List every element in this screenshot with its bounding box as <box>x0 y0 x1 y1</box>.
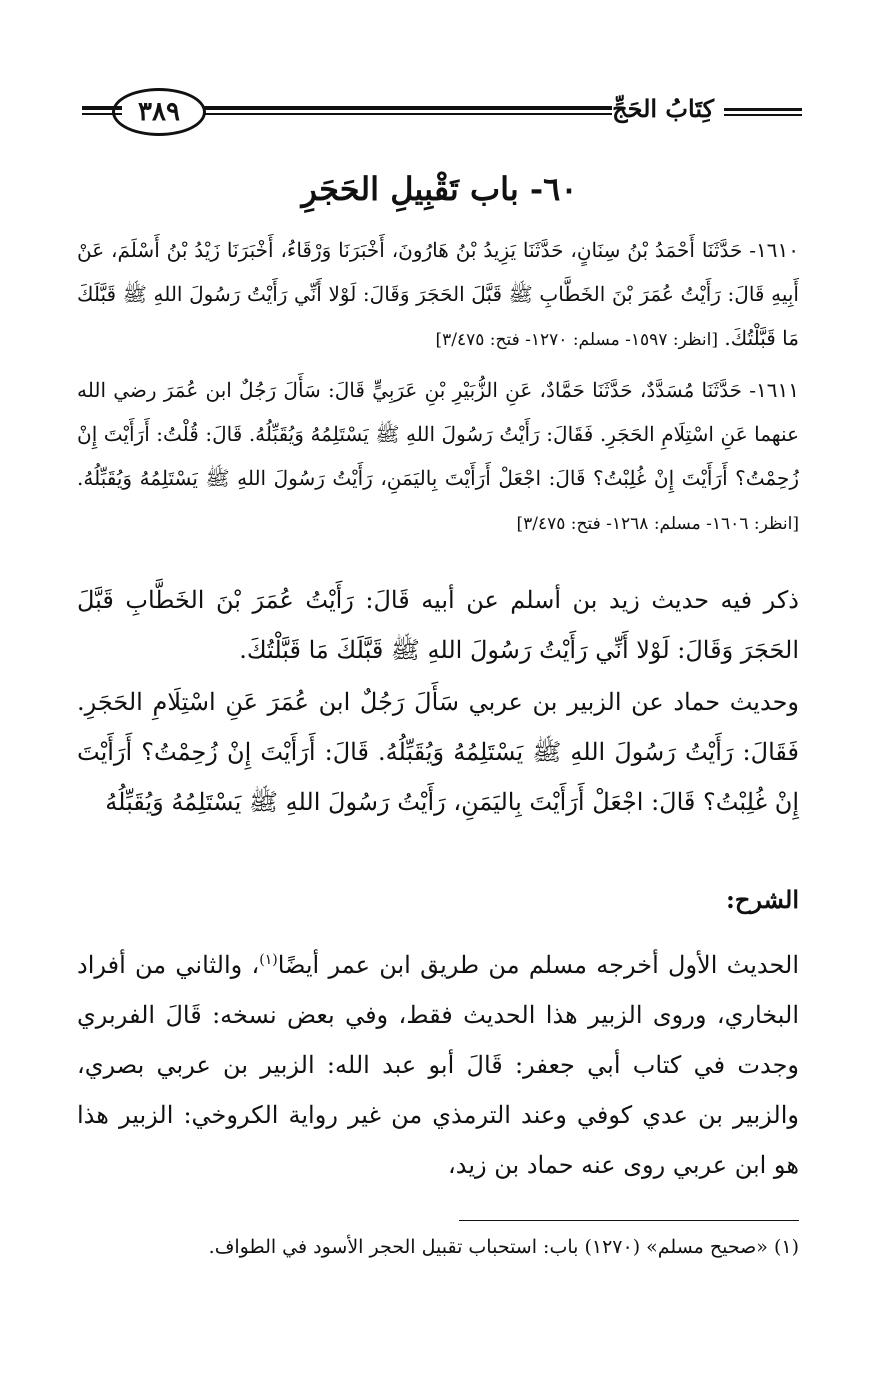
hadith-1611-reference: [انظر: ١٦٠٦- مسلم: ١٢٦٨- فتح: ٣/٤٧٥] <box>516 514 799 534</box>
header-rule-right <box>724 108 802 116</box>
page-header <box>82 88 802 134</box>
chapter-heading: ٦٠- باب تَقْبِيلِ الحَجَرِ <box>301 170 578 208</box>
footnote-marker[interactable]: (١) <box>259 952 278 968</box>
hadith-1610-text: ١٦١٠- حَدَّثَنَا أَحْمَدُ بْنُ سِنَانٍ، حَدَّثَنَا يَزِيدُ بْنُ هَارُونَ، أَخْبَرَنَا وَرْقَاءُ، أَخْبَرَنَا زَيْدُ بْنُ أَسْلَمَ، عَنْ أَبِيهِ قَالَ: رَأَيْتُ عُمَرَ بْنَ الخَطَّابِ ﷺ قَبَّلَ الحَجَرَ وَقَالَ: لَوْلا أَنِّي رَأَيْتُ رَسُولَ اللهِ ﷺ قَبَّلَكَ مَا قَبَّلْتُكَ. <box>77 238 800 350</box>
hadith-1610-reference: [انظر: ١٥٩٧- مسلم: ١٢٧٠- فتح: ٣/٤٧٥] <box>435 330 718 350</box>
footnote-separator <box>459 1220 799 1221</box>
hadith-1611-text: ١٦١١- حَدَّثَنَا مُسَدَّدٌ، حَدَّثَنَا حَمَّادٌ، عَنِ الزُّبَيْرِ بْنِ عَرَبِيٍّ قَالَ: سَأَلَ رَجُلٌ ابن عُمَرَ رضي الله عنهما عَنِ اسْتِلَامِ الحَجَرِ. فَقَالَ: رَأَيْتُ رَسُولَ اللهِ ﷺ يَسْتَلِمُهُ وَيُقَبِّلُهُ. قَالَ: قُلْتُ: أَرَأَيْتَ إِنْ زُحِمْتُ؟ أَرَأَيْتَ إِنْ غُلِبْتُ؟ قَالَ: اجْعَلْ أَرَأَيْتَ بِاليَمَنِ، رَأَيْتُ رَسُولَ اللهِ ﷺ يَسْتَلِمُهُ وَيُقَبِّلُهُ. <box>77 378 799 490</box>
commentary-paragraph-2: وحديث حماد عن الزبير بن عربي سَأَلَ رَجُلٌ ابن عُمَرَ عَنِ اسْتِلَامِ الحَجَرِ. فَقَالَ: رَأَيْتُ رَسُولَ اللهِ ﷺ يَسْتَلِمُهُ وَيُقَبِّلُهُ. قَالَ: أَرَأَيْتَ إِنْ زُحِمْتُ؟ أَرَأَيْتَ إِنْ غُلِبْتُ؟ قَالَ: اجْعَلْ أَرَأَيْتَ بِاليَمَنِ، رَأَيْتُ رَسُولَ اللهِ ﷺ يَسْتَلِمُهُ وَيُقَبِّلُهُ <box>77 688 799 816</box>
commentary-paragraph-3 <box>77 935 799 1190</box>
header-rule-middle <box>202 106 612 115</box>
page-number: ٣٨٩ <box>112 88 206 136</box>
commentary-paragraph-1: ذكر فيه حديث زيد بن أسلم عن أبيه قَالَ: رَأَيْتُ عُمَرَ بْنَ الخَطَّابِ قَبَّلَ الحَجَرَ وَقَالَ: لَوْلا أَنِّي رَأَيْتُ رَسُولَ اللهِ ﷺ قَبَّلَكَ مَا قَبَّلْتُكَ. <box>77 586 799 664</box>
header-rule-left <box>82 106 122 115</box>
commentary-paragraph-3-rest: ، والثاني من أفراد البخاري، وروى الزبير هذا الحديث فقط، وفي بعض نسخه: قَالَ الفربري وجدت في كتاب أبي جعفر: قَالَ أبو عبد الله: الزبير بن عربي بصري، والزبير بن عدي كوفي وعند الترمذي من غير رواية الكروخي: الزبير هذا هو ابن عربي روى عنه حماد بن زيد، <box>77 951 799 1179</box>
commentary-paragraph-3-start: الحديث الأول أخرجه مسلم من طريق ابن عمر أيضًا <box>277 951 799 979</box>
hadith-1610 <box>77 228 799 362</box>
sharh-heading: الشرح: <box>726 885 799 914</box>
hadith-1611 <box>77 368 799 546</box>
footnote: (١) «صحيح مسلم» (١٢٧٠) باب: استحباب تقبيل الحجر الأسود في الطواف. <box>208 1236 799 1258</box>
running-title: كِتَابُ الحَجِّ <box>612 94 714 123</box>
